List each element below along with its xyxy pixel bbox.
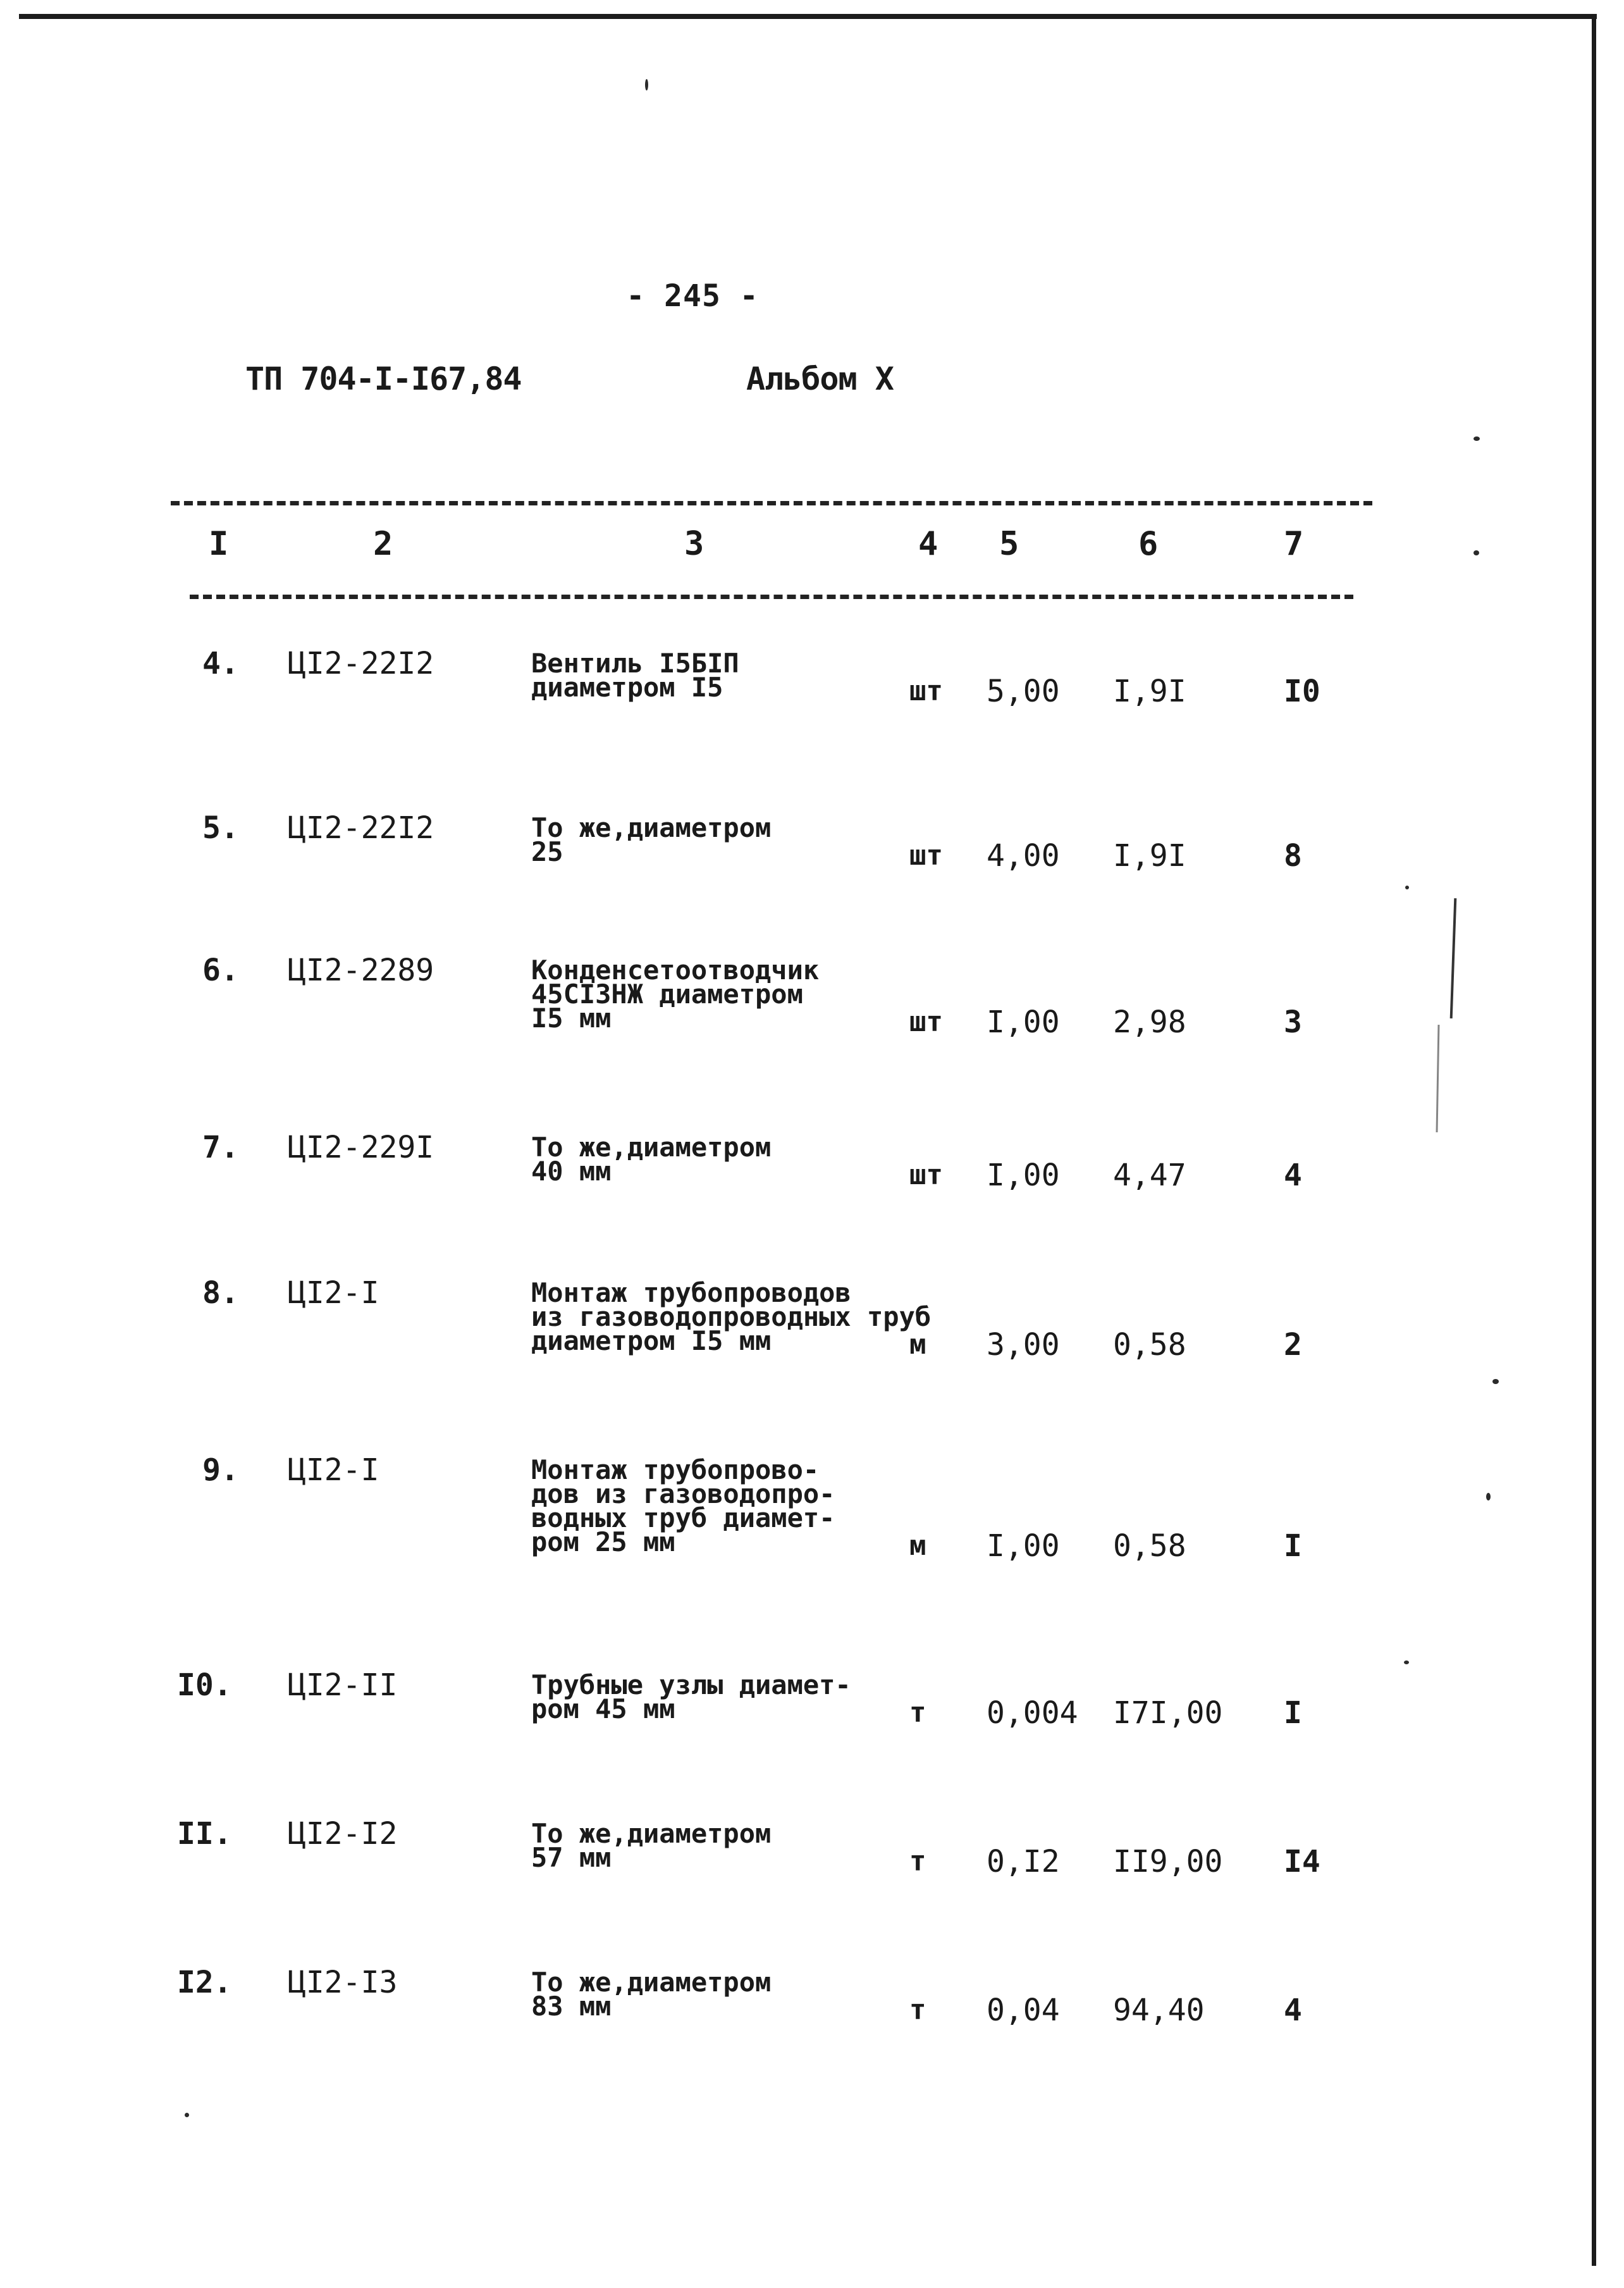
scan-speck xyxy=(1492,1379,1499,1384)
quantity: 0,I2 xyxy=(987,1844,1060,1879)
scan-speck xyxy=(1473,550,1479,555)
quantity: I,00 xyxy=(987,1005,1060,1040)
total-value: 2 xyxy=(1284,1327,1302,1363)
unit-of-measure: т xyxy=(909,1994,926,2026)
row-number: 4. xyxy=(202,646,239,681)
resource-code: ЦI2-I2 xyxy=(288,1816,398,1852)
resource-description: Трубные узлы диамет- ром 45 мм xyxy=(531,1669,851,1724)
unit-price: I,9I xyxy=(1113,838,1186,874)
scan-speck xyxy=(1473,436,1480,441)
quantity: 0,004 xyxy=(987,1695,1078,1731)
column-header-1: I xyxy=(209,525,229,563)
resource-description: Монтаж трубопроводов из газоводопроводных труб диаметром I5 мм xyxy=(531,1277,932,1356)
unit-price: 2,98 xyxy=(1113,1005,1186,1040)
scan-speck xyxy=(645,79,648,90)
row-number: II. xyxy=(177,1816,232,1852)
unit-of-measure: м xyxy=(909,1328,926,1361)
column-header-7: 7 xyxy=(1284,525,1304,563)
resource-description: То же,диаметром 40 мм xyxy=(531,1132,772,1187)
total-value: 8 xyxy=(1284,838,1302,874)
resource-description: То же,диаметром 25 xyxy=(531,812,772,867)
album-label: Альбом X xyxy=(746,361,894,397)
scan-mark xyxy=(1436,1025,1440,1132)
column-header-3: 3 xyxy=(684,525,704,563)
resource-code: ЦI2-229I xyxy=(288,1130,434,1165)
scan-speck xyxy=(185,2113,189,2117)
total-value: 3 xyxy=(1284,1005,1302,1040)
scan-speck xyxy=(1404,1660,1409,1664)
unit-of-measure: шт xyxy=(909,1159,943,1191)
unit-of-measure: шт xyxy=(909,1006,943,1038)
table-header-rule xyxy=(190,595,1353,599)
resource-description: Монтаж трубопрово- дов из газоводопро- водных труб диамет- ром 25 мм xyxy=(531,1454,835,1557)
row-number: 8. xyxy=(202,1275,239,1311)
resource-code: ЦI2-II xyxy=(288,1667,398,1703)
unit-of-measure: шт xyxy=(909,675,943,707)
total-value: I4 xyxy=(1284,1844,1320,1879)
resource-description: То же,диаметром 83 мм xyxy=(531,1967,772,2022)
unit-price: 0,58 xyxy=(1113,1327,1186,1363)
row-number: 6. xyxy=(202,953,239,988)
scan-speck xyxy=(1405,886,1409,889)
page-frame-right xyxy=(1592,14,1596,2266)
unit-price: I,9I xyxy=(1113,674,1186,709)
resource-code: ЦI2-I3 xyxy=(288,1965,398,2000)
total-value: I0 xyxy=(1284,674,1320,709)
total-value: I xyxy=(1284,1528,1302,1564)
scan-mark xyxy=(1450,898,1457,1018)
resource-code: ЦI2-2289 xyxy=(288,953,434,988)
total-value: I xyxy=(1284,1695,1302,1731)
resource-description: Вентиль I5БIП диаметром I5 xyxy=(531,648,739,703)
page-frame-top xyxy=(19,14,1597,19)
unit-of-measure: т xyxy=(909,1845,926,1877)
quantity: 0,04 xyxy=(987,1993,1060,2028)
quantity: I,00 xyxy=(987,1528,1060,1564)
unit-price: 4,47 xyxy=(1113,1158,1186,1193)
unit-price: 0,58 xyxy=(1113,1528,1186,1564)
resource-description: То же,диаметром 57 мм xyxy=(531,1818,772,1873)
quantity: 5,00 xyxy=(987,674,1060,709)
unit-price: I7I,00 xyxy=(1113,1695,1223,1731)
row-number: I0. xyxy=(177,1667,232,1703)
column-header-4: 4 xyxy=(918,525,938,563)
row-number: 9. xyxy=(202,1452,239,1488)
page-number: - 245 - xyxy=(626,278,759,314)
resource-code: ЦI2-I xyxy=(288,1275,379,1311)
total-value: 4 xyxy=(1284,1993,1302,2028)
unit-of-measure: м xyxy=(909,1530,926,1562)
document-code: ТП 704-I-I67,84 xyxy=(245,361,522,397)
table-top-rule xyxy=(171,501,1372,505)
row-number: 5. xyxy=(202,810,239,846)
unit-of-measure: т xyxy=(909,1697,926,1729)
quantity: I,00 xyxy=(987,1158,1060,1193)
unit-price: II9,00 xyxy=(1113,1844,1223,1879)
unit-of-measure: шт xyxy=(909,839,943,872)
resource-code: ЦI2-22I2 xyxy=(288,646,434,681)
scan-speck xyxy=(1486,1493,1491,1500)
column-header-6: 6 xyxy=(1138,525,1159,563)
resource-code: ЦI2-22I2 xyxy=(288,810,434,846)
column-header-5: 5 xyxy=(999,525,1019,563)
row-number: I2. xyxy=(177,1965,232,2000)
row-number: 7. xyxy=(202,1130,239,1165)
resource-description: Конденсетоотводчик 45СI3НЖ диаметром I5 мм xyxy=(531,955,820,1034)
total-value: 4 xyxy=(1284,1158,1302,1193)
unit-price: 94,40 xyxy=(1113,1993,1205,2028)
column-header-2: 2 xyxy=(373,525,393,563)
quantity: 3,00 xyxy=(987,1327,1060,1363)
quantity: 4,00 xyxy=(987,838,1060,874)
resource-code: ЦI2-I xyxy=(288,1452,379,1488)
